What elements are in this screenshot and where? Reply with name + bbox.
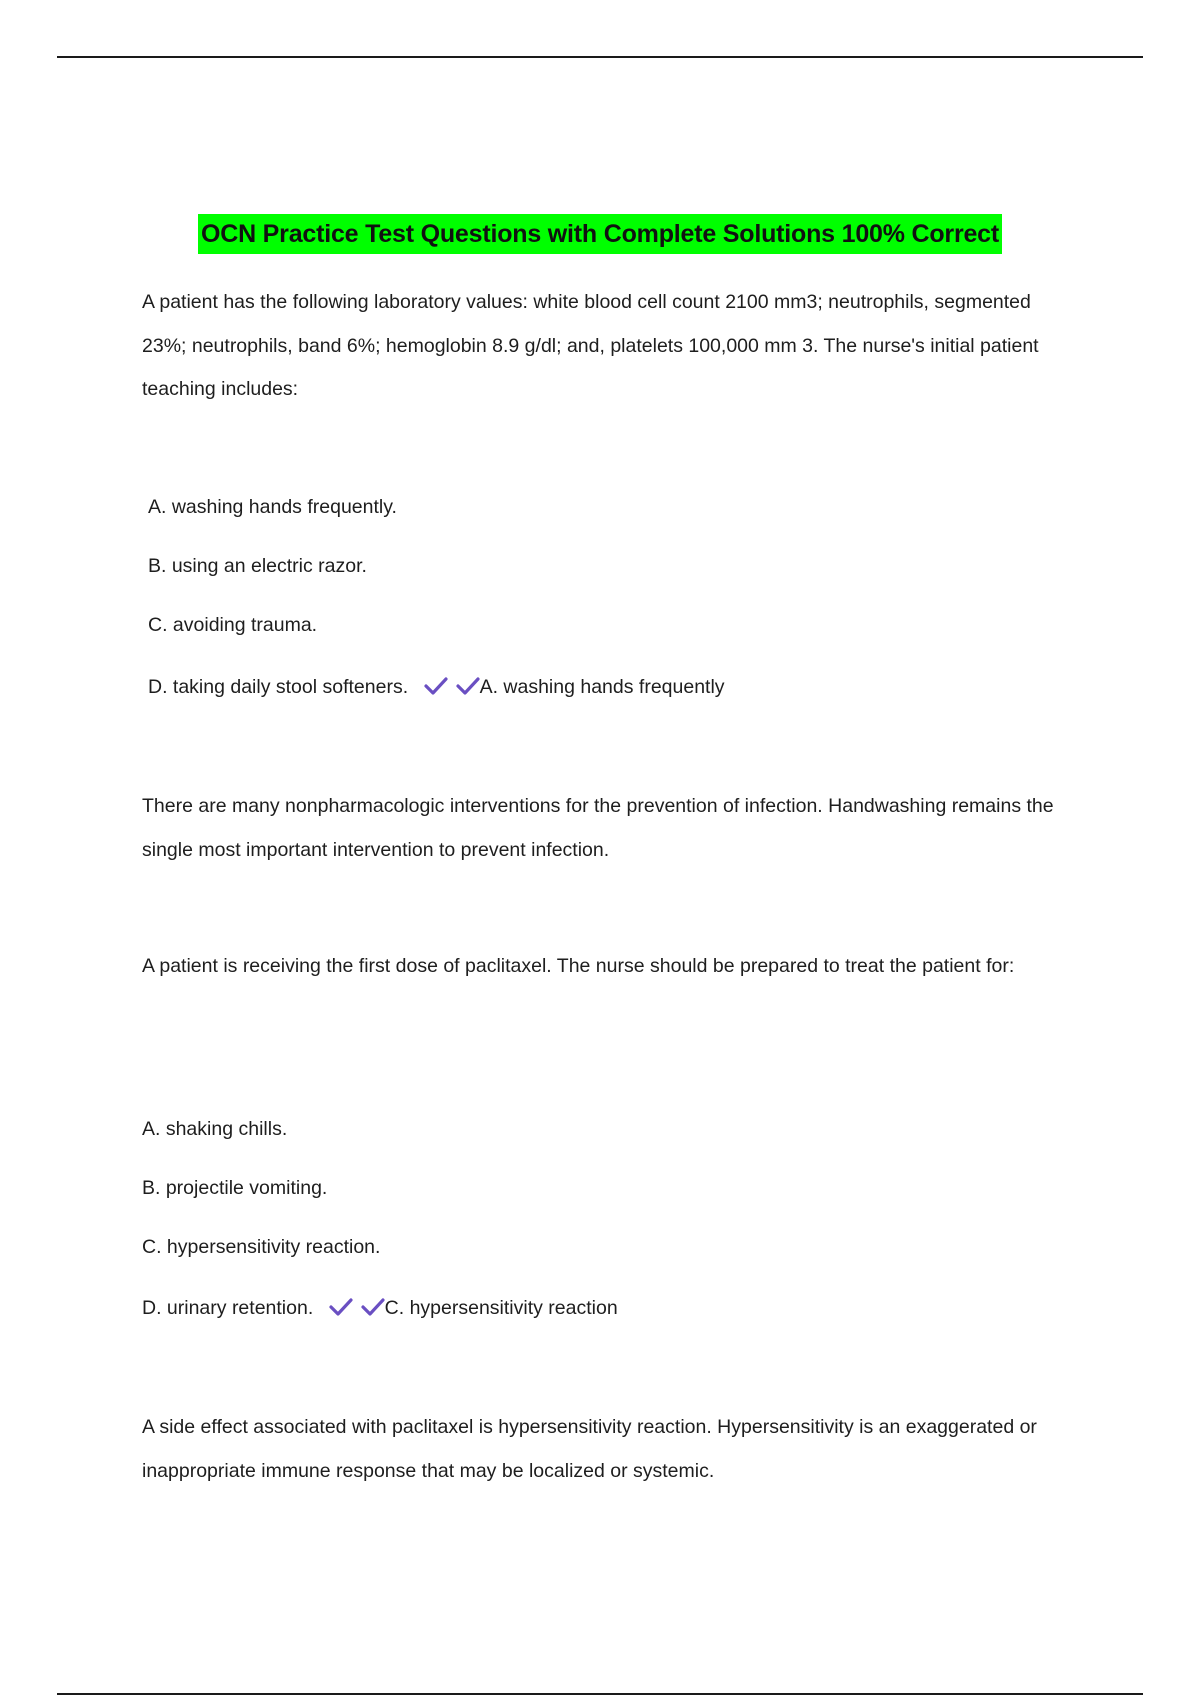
footer-rule	[57, 1693, 1143, 1695]
question-2-rationale: A side effect associated with paclitaxel is hypersensitivity reaction. Hypersensitivity is an exaggerated or inappropriate immune response that may be localized or systemic.	[142, 1416, 1037, 1482]
question-2-option-d: D. urinary retention.	[142, 1297, 314, 1319]
check-icon	[424, 676, 448, 696]
question-1-rationale: There are many nonpharmacologic interventions for the prevention of infection. Handwashing remains the single most important intervention to prevent infection.	[142, 795, 1054, 861]
check-icon	[456, 676, 480, 696]
header-rule	[57, 56, 1143, 58]
question-2-last-line	[142, 1293, 618, 1323]
question-1-stem: A patient has the following laboratory values: white blood cell count 2100 mm3; neutrophils, segmented 23%; neutrophils, band 6%; hemoglobin 8.9 g/dl; and, platelets 100,000 mm 3. The nurse's initial patient teaching includes:	[142, 291, 1039, 400]
question-2-stem: A patient is receiving the first dose of paclitaxel. The nurse should be prepared to treat the patient for:	[142, 955, 1015, 977]
question-1-option-d: D. taking daily stool softeners.	[148, 676, 409, 698]
question-2-option-a: A. shaking chills.	[142, 1118, 288, 1140]
question-1-answer: A. washing hands frequently	[479, 676, 725, 698]
question-1-last-line	[148, 672, 725, 702]
check-icon	[361, 1297, 385, 1317]
question-1-option-c: C. avoiding trauma.	[148, 614, 318, 636]
check-icon	[329, 1297, 353, 1317]
title-block	[0, 214, 1200, 254]
question-2-option-b: B. projectile vomiting.	[142, 1177, 328, 1199]
question-2-answer: C. hypersensitivity reaction	[384, 1297, 618, 1319]
question-2-option-c: C. hypersensitivity reaction.	[142, 1236, 381, 1258]
document-title: OCN Practice Test Questions with Complete Solutions 100% Correct	[198, 214, 1002, 254]
question-1-option-b: B. using an electric razor.	[148, 555, 367, 577]
question-1-option-a: A. washing hands frequently.	[148, 496, 397, 518]
